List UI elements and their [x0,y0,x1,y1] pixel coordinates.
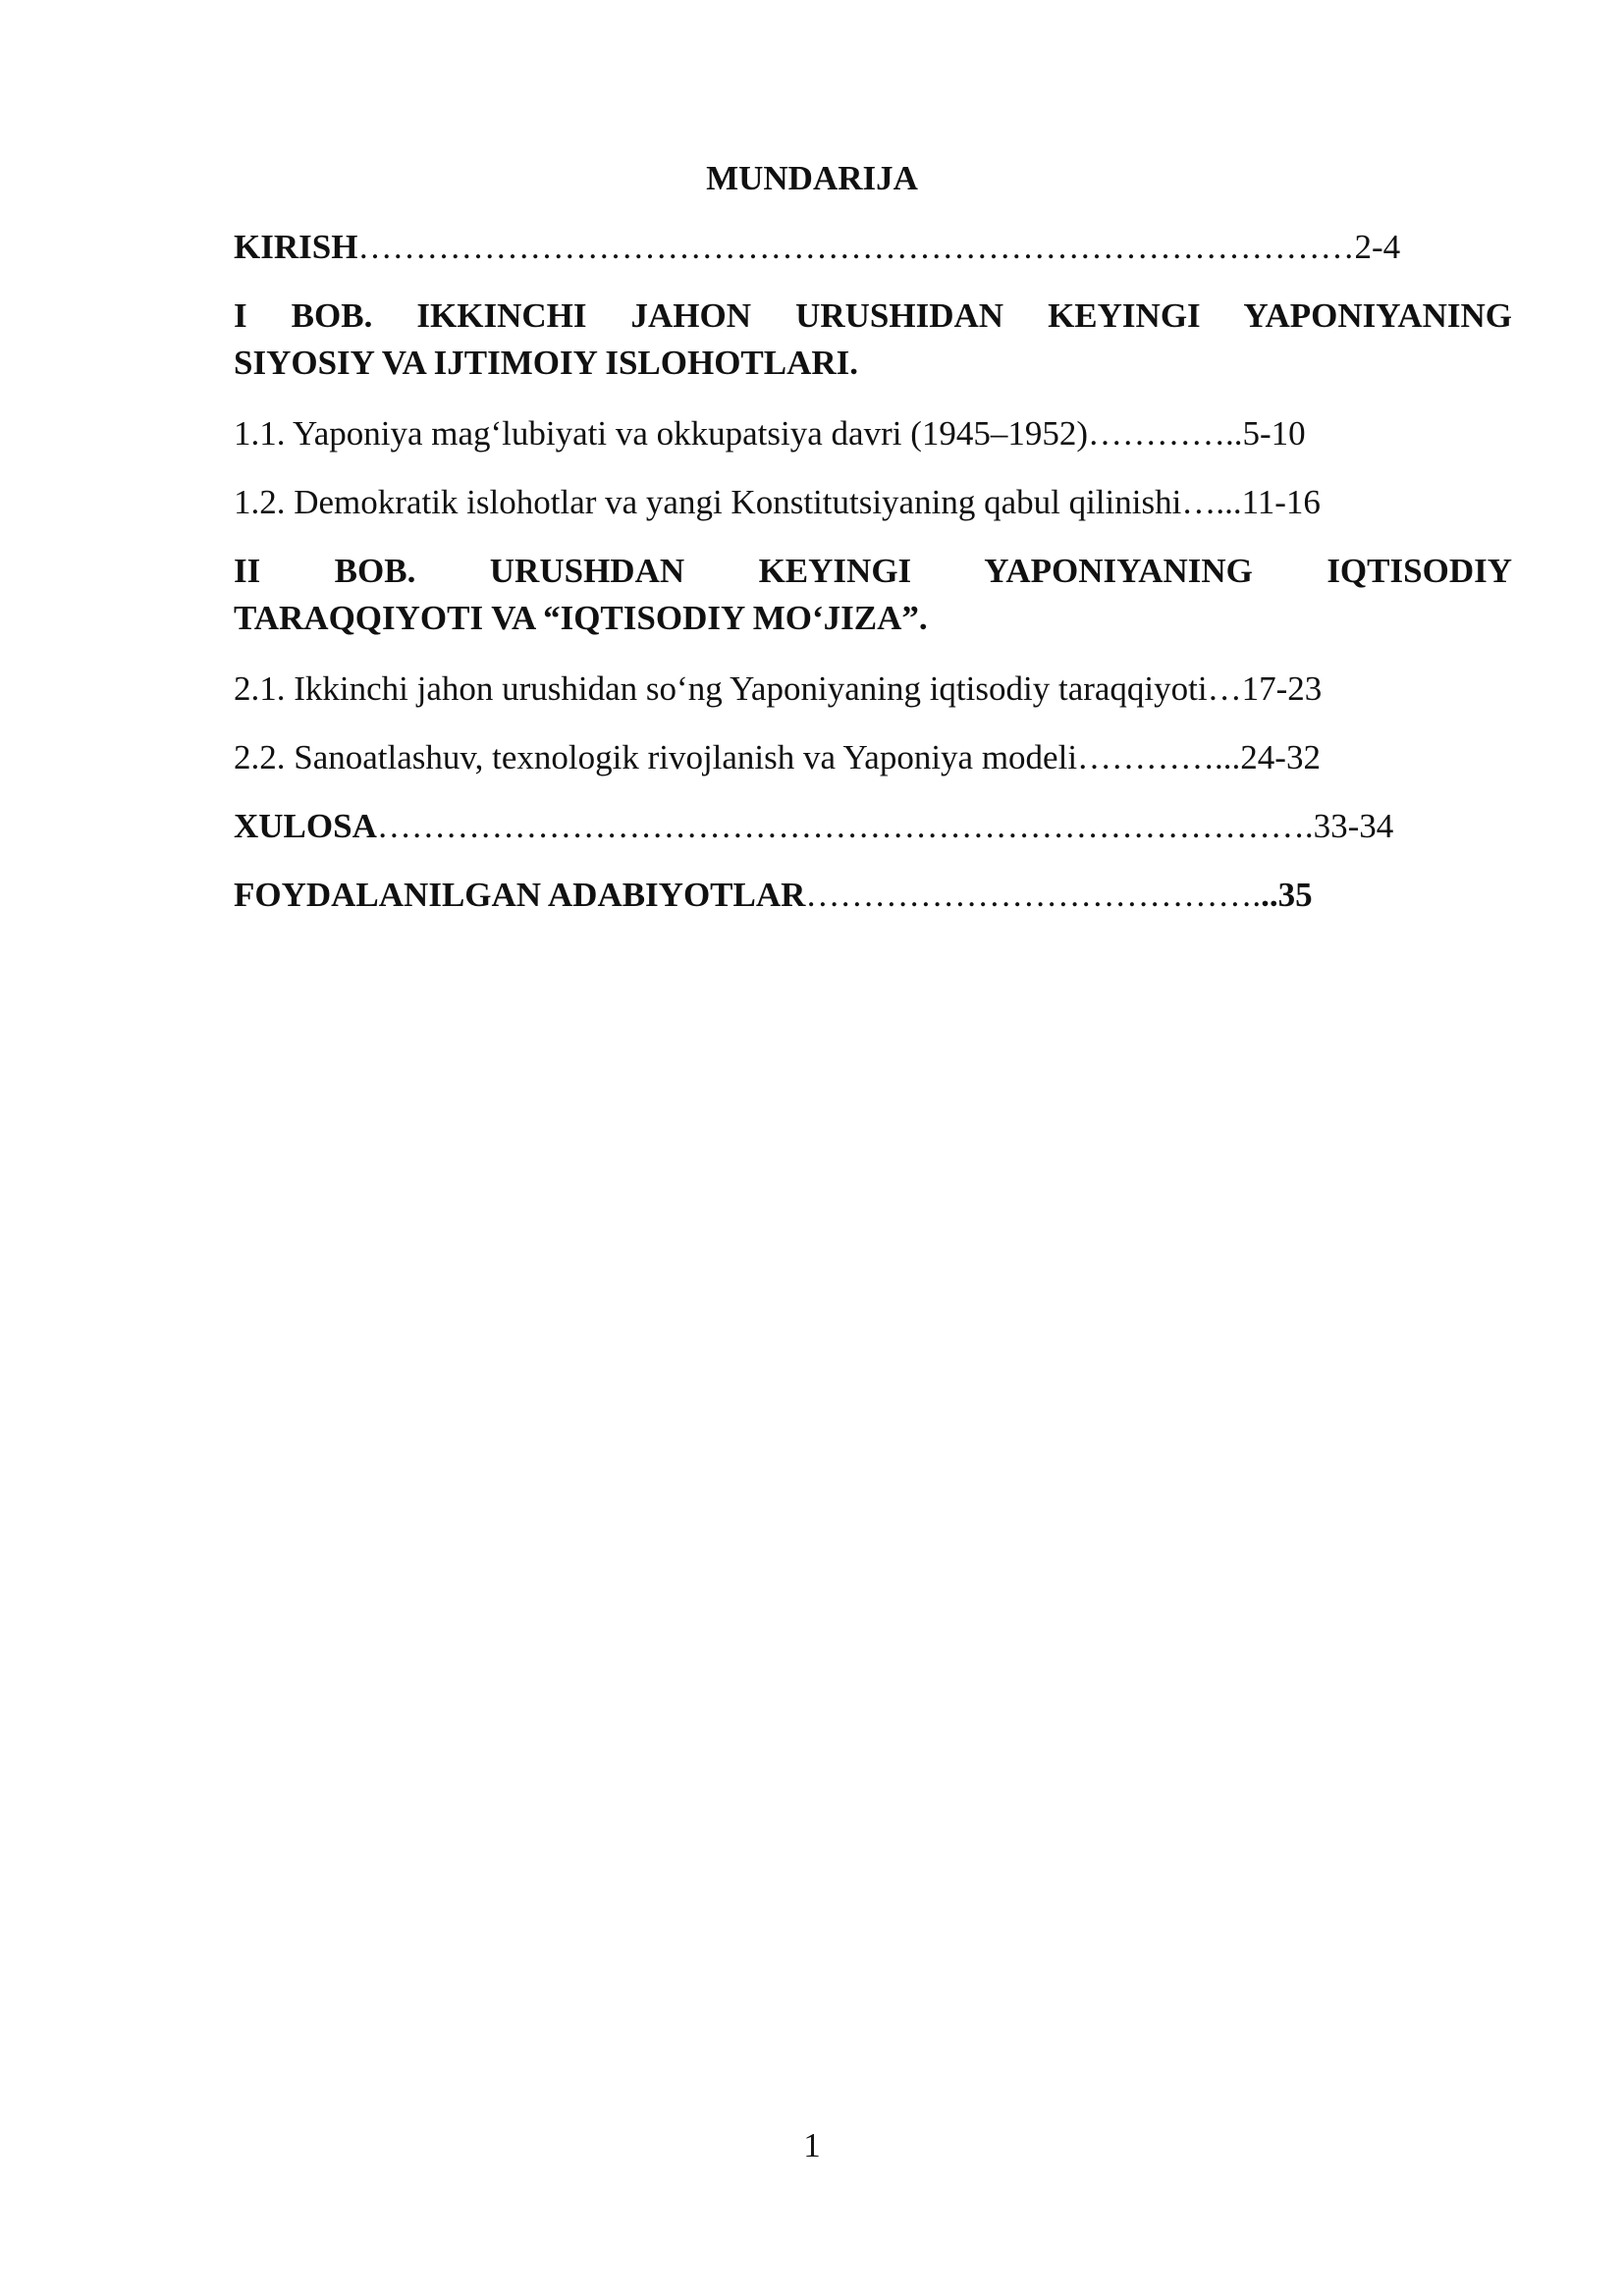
toc-entry-heading: KIRISH [234,228,358,266]
toc-entry-heading: XULOSA [234,807,377,845]
toc-chapter-2-line2: TARAQQIYOTI VA “IQTISODIY MO‘JIZA”. [234,599,928,637]
page-number: 1 [803,2126,821,2164]
toc-chapter-1-line1: I BOB. IKKINCHI JAHON URUSHIDAN KEYINGI YAPONIYANING [234,296,1512,335]
toc-entry-pages: 33-34 [1313,807,1394,845]
toc-section-2-1: 2.1. Ikkinchi jahon urushidan so‘ng Yaponiyaning iqtisodiy taraqqiyoti…17-23 [234,669,1323,708]
toc-chapter-1-line2: SIYOSIY VA IJTIMOIY ISLOHOTLARI. [234,344,859,382]
toc-entry-pages: ..35 [1261,876,1313,914]
toc-leader-dots: ………………………………………………………………………. [376,807,1314,845]
toc-leader-dots: …………………………………. [805,876,1262,914]
toc-section-1-2: 1.2. Demokratik islohotlar va yangi Konstitutsiyaning qabul qilinishi…...11-16 [234,483,1321,521]
toc-title: MUNDARIJA [706,159,918,197]
toc-entry-adabiyotlar [234,872,1313,919]
toc-entry-xulosa [234,803,1393,850]
toc-leader-dots: …………………………………………………………………………… [357,228,1355,266]
toc-section-2-2: 2.2. Sanoatlashuv, texnologik rivojlanish va Yaponiya modeli…………...24-32 [234,738,1321,776]
toc-chapter-2-line1: II BOB. URUSHDAN KEYINGI YAPONIYANING IQTISODIY [234,552,1512,590]
toc-entry-pages: 2-4 [1354,228,1401,266]
toc-entry-heading: FOYDALANILGAN ADABIYOTLAR [234,876,806,914]
toc-entry-kirish [234,224,1400,271]
toc-section-1-1: 1.1. Yaponiya mag‘lubiyati va okkupatsiya davri (1945–1952)…………..5-10 [234,414,1306,453]
